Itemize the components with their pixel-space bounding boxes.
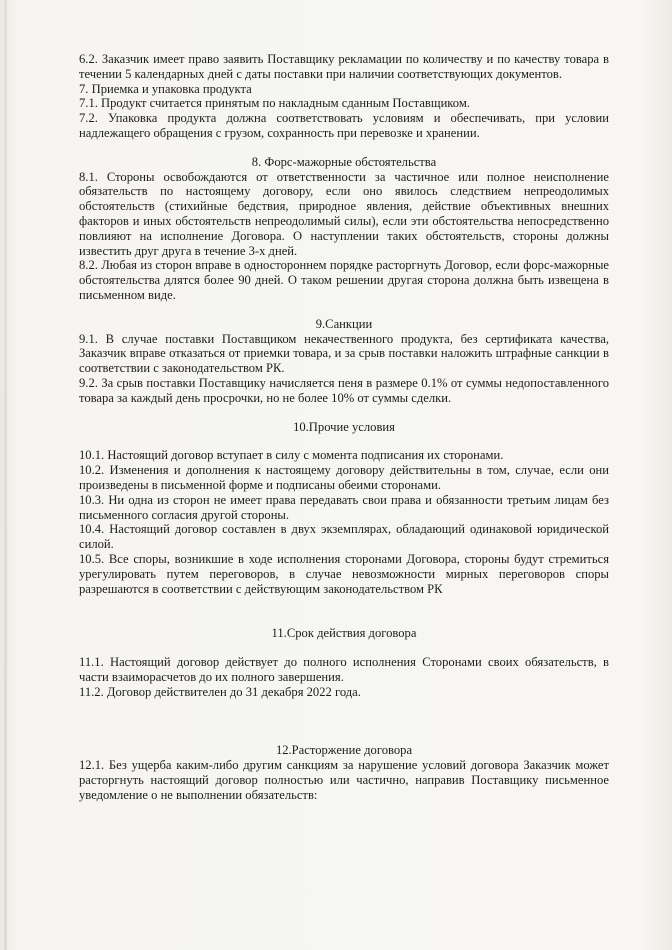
section-11-heading: 11.Срок действия договора: [271, 626, 417, 641]
clause-7-1: 7.1. Продукт считается принятым по накладным сданным Поставщиком.: [79, 96, 470, 111]
section-9-heading: 9.Санкции: [315, 316, 373, 331]
clause-8-2: 8.2. Любая из сторон вправе в одностороннем порядке расторгнуть Договор, если форс-мажорные обстоятельства длятся более 90 дней. О таком решении другая сторона должна быть извещена в письменном виде.: [79, 258, 609, 302]
clause-11-2: 11.2. Договор действителен до 31 декабря 2022 года.: [79, 684, 361, 699]
clause-10-3: 10.3. Ни одна из сторон не имеет права передавать свои права и обязанности третьим лицам без письменного согласия другой стороны.: [79, 492, 609, 522]
section-10-heading: 10.Прочие условия: [293, 419, 395, 434]
clause-8-1: 8.1. Стороны освобождаются от ответственности за частичное или полное неисполнение обязательств по настоящему договору, если оно явилось следствием непреодолимых обстоятельств (стихийные бедствия, природное явления, действие объективных внешних факторов и иных обстоятельств непреодолимый силы), если эти обстоятельства непосредственно повлияют на исполнение Договора. О наступлении таких обстоятельств, стороны должны известить друг друга в течение 3-х дней.: [79, 169, 609, 258]
section-8-heading: 8. Форс-мажорные обстоятельства: [251, 154, 437, 169]
clause-6-2: 6.2. Заказчик имеет право заявить Поставщику рекламации по количеству и по качеству товара в течении 5 календарных дней с даты поставки при наличии соответствующих документов.: [79, 52, 609, 81]
clause-7-2: 7.2. Упаковка продукта должна соответствовать условиям и обеспечивать, при условии надлежащего обращения с грузом, сохранность при перевозке и хранении.: [79, 111, 609, 140]
clause-10-2: 10.2. Изменения и дополнения к настоящему договору действительны в том, случае, если они произведены в письменной форме и подписаны обеими сторонами.: [79, 463, 609, 492]
clause-9-2: 9.2. За срыв поставки Поставщику начисляется пеня в размере 0.1% от суммы недопоставленного товара за каждый день просрочки, но не более 10% от суммы сделки.: [79, 375, 609, 405]
binding-edge: [4, 0, 7, 950]
clause-12-1: 12.1. Без ущерба каким-либо другим санкциям за нарушение условий договора Заказчик может расторгнуть настоящий договор полностью или частично, направив Поставщику письменное уведомление о не выполнении обязательств:: [79, 758, 609, 802]
clause-10-1: 10.1. Настоящий договор вступает в силу с момента подписания их сторонами.: [79, 448, 504, 463]
section-7-heading: 7. Приемка и упаковка продукта: [79, 81, 252, 96]
document-body: [79, 52, 609, 803]
clause-11-1: 11.1. Настоящий договор действует до полного исполнения Сторонами своих обязательств, в части взаиморасчетов до их полного завершения.: [79, 655, 609, 684]
clause-10-4: 10.4. Настоящий договор составлен в двух экземплярах, обладающий одинаковой юридической силой.: [79, 522, 609, 552]
clause-10-5: 10.5. Все споры, возникшие в ходе исполнения сторонами Договора, стороны будут стремиться урегулировать путем переговоров, в случае невозможности мирных переговоров споры разрешаются в соответствии с действующим законодательством РК: [79, 551, 609, 596]
section-12-heading: 12.Расторжение договора: [275, 743, 413, 758]
clause-9-1: 9.1. В случае поставки Поставщиком некачественного продукта, без сертификата качества, Заказчик вправе отказаться от приемки товара, и за срыв поставки наложить штрафные санкции в соответствии с законодательством РК.: [79, 331, 609, 376]
